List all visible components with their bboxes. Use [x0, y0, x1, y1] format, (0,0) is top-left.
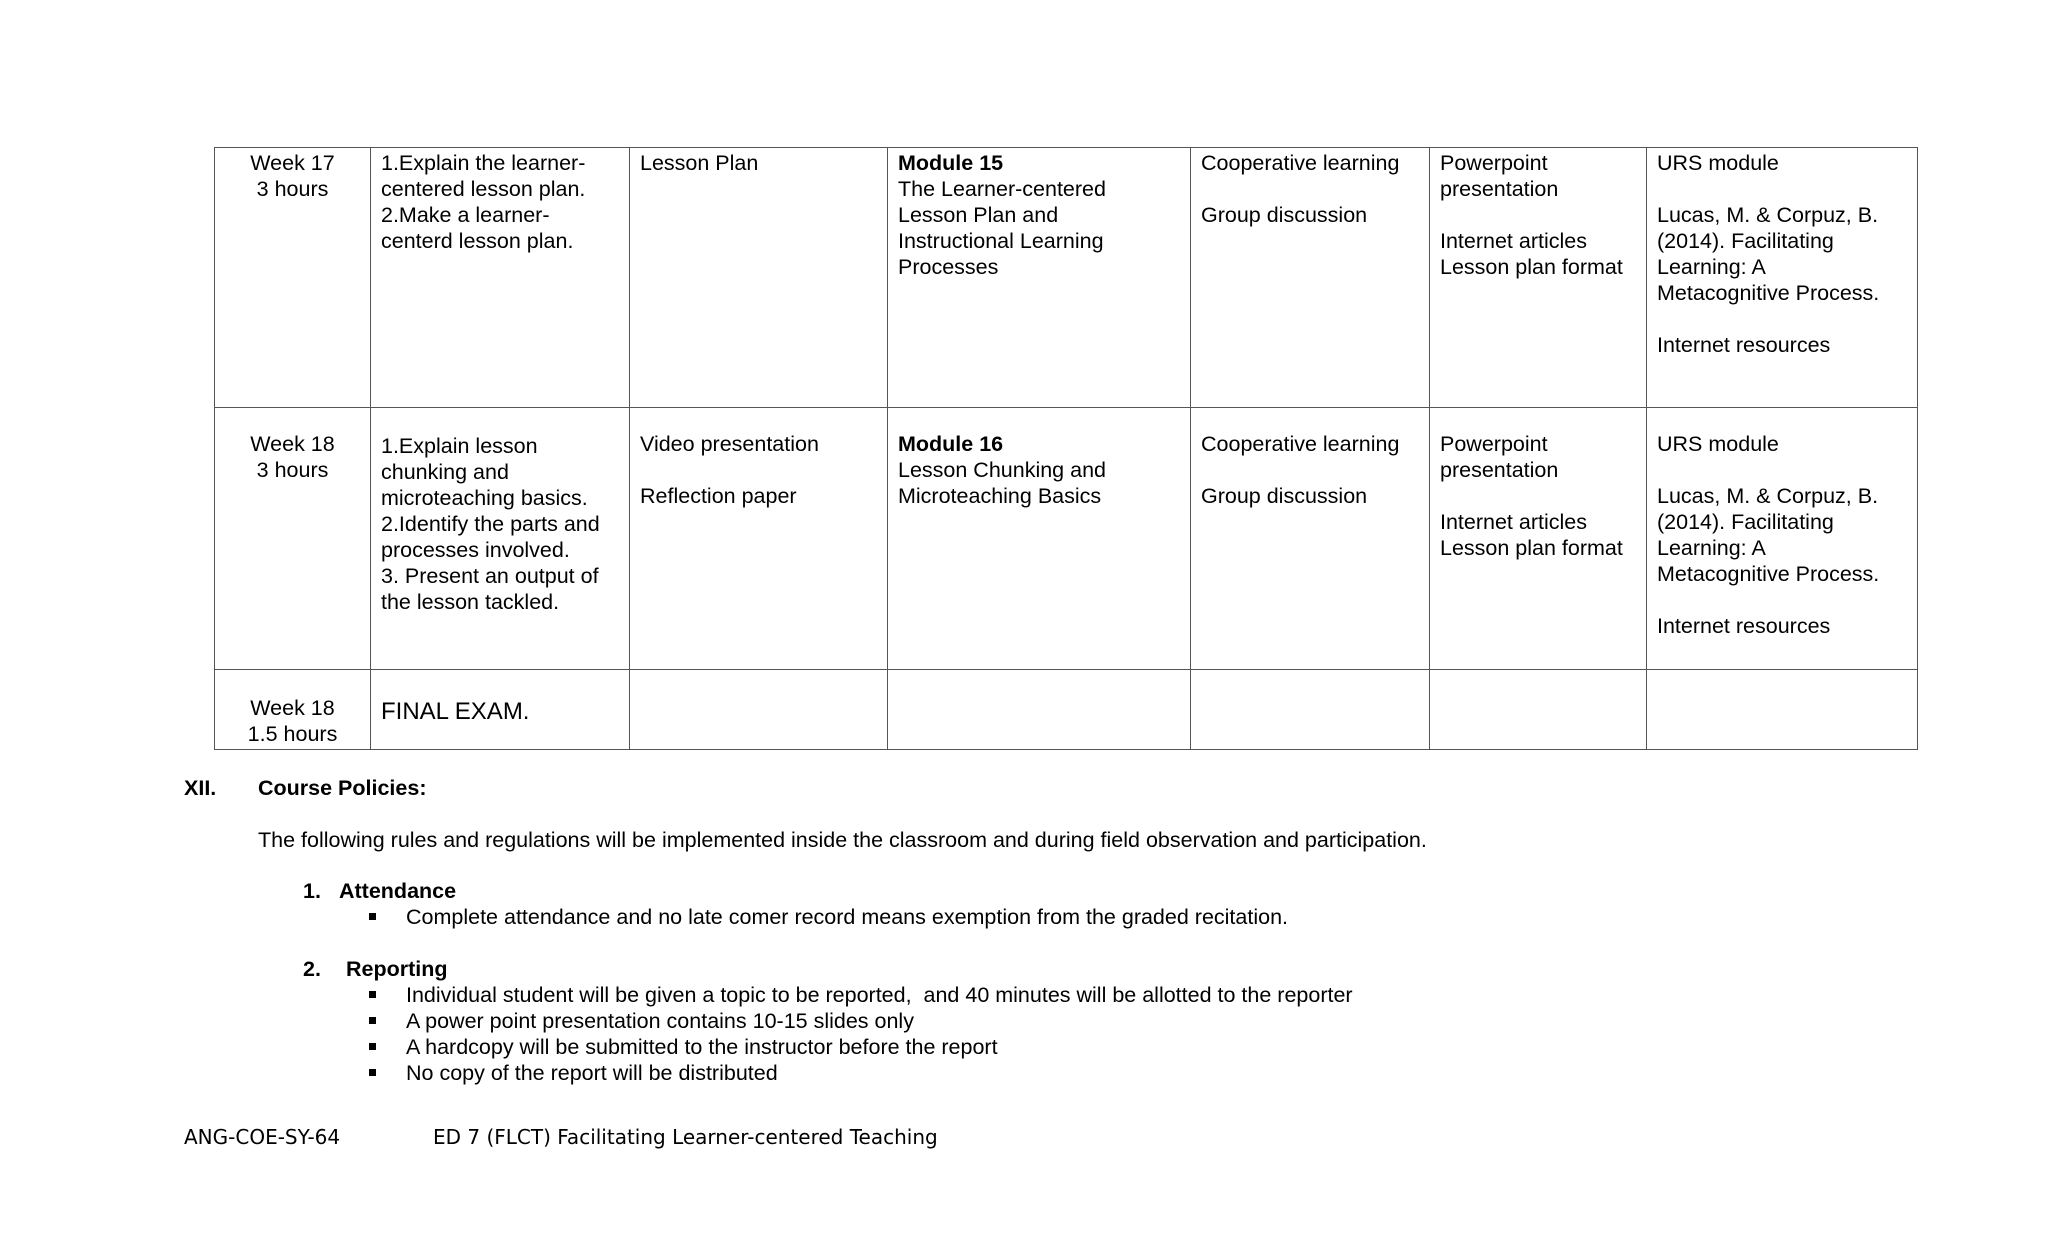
- week-cell: [215, 148, 371, 408]
- policy-heading: [303, 956, 1353, 982]
- activities-cell: [1191, 148, 1430, 408]
- activities-cell: [1191, 408, 1430, 670]
- policy-number: 2.: [303, 957, 321, 981]
- policy-reporting: [303, 956, 1353, 1086]
- policy-number: 1.: [303, 879, 321, 903]
- week-cell: [215, 670, 371, 750]
- course-outline-table: [214, 147, 1918, 750]
- footer-course-title: ED 7 (FLCT) Facilitating Learner-centered Teaching: [433, 1125, 938, 1149]
- empty-cell: [888, 670, 1191, 750]
- bullet-icon: [369, 1017, 376, 1024]
- assessment-cell: [630, 148, 888, 408]
- policy-heading: [303, 878, 1288, 904]
- activity-item: Cooperative learning: [1201, 432, 1400, 456]
- list-item-text: Individual student will be given a topic to be reported, and 40 minutes will be allotted to the reporter: [406, 983, 1353, 1007]
- footer-document-code: ANG-COE-SY-64: [184, 1125, 341, 1149]
- assessment-item: Video presentation: [640, 432, 819, 456]
- list-item: [369, 904, 1288, 930]
- list-item: [369, 982, 1353, 1008]
- list-item-text: A hardcopy will be submitted to the instructor before the report: [406, 1035, 998, 1059]
- resource-item: Powerpoint presentation: [1440, 151, 1559, 201]
- outcomes-cell: [371, 148, 630, 408]
- section-title: Course Policies:: [258, 776, 427, 800]
- table-row: [215, 408, 1918, 670]
- empty-cell: [630, 670, 888, 750]
- reference-item: Lucas, M. & Corpuz, B. (2014). Facilitating Learning: A Metacognitive Process.: [1657, 484, 1880, 586]
- week-label: Week 18: [250, 432, 335, 456]
- empty-cell: [1430, 670, 1647, 750]
- module-title: Module 15: [898, 151, 1004, 175]
- assessment-cell: [630, 408, 888, 670]
- activity-item: Cooperative learning: [1201, 151, 1400, 175]
- resource-item: Internet articles Lesson plan format: [1440, 229, 1623, 279]
- week-cell: [215, 408, 371, 670]
- week-label: Week 17: [250, 151, 335, 175]
- module-cell: [888, 148, 1191, 408]
- policy-attendance: [303, 878, 1288, 930]
- table-row: [215, 148, 1918, 408]
- week-label: Week 18: [250, 696, 335, 720]
- list-item-text: Complete attendance and no late comer record means exemption from the graded recitation.: [406, 905, 1288, 929]
- references-cell: [1647, 148, 1918, 408]
- module-title: Module 16: [898, 432, 1004, 456]
- resource-item: Internet articles Lesson plan format: [1440, 510, 1623, 560]
- bullet-icon: [369, 1043, 376, 1050]
- activity-item: Group discussion: [1201, 484, 1368, 508]
- learning-outcomes: 1.Explain the learner- centered lesson plan. 2.Make a learner- centerd lesson plan.: [381, 151, 586, 253]
- list-item: [369, 1008, 1353, 1034]
- resource-item: Powerpoint presentation: [1440, 432, 1559, 482]
- resources-cell: [1430, 148, 1647, 408]
- policy-items: [303, 982, 1353, 1086]
- final-exam-label: FINAL EXAM.: [381, 698, 530, 725]
- list-item: [369, 1034, 1353, 1060]
- bullet-icon: [369, 991, 376, 998]
- resources-cell: [1430, 408, 1647, 670]
- empty-cell: [1647, 670, 1918, 750]
- reference-item: Internet resources: [1657, 333, 1831, 357]
- reference-item: Lucas, M. & Corpuz, B. (2014). Facilitating Learning: A Metacognitive Process.: [1657, 203, 1880, 305]
- assessment-item: Reflection paper: [640, 484, 797, 508]
- policy-title: Reporting: [346, 957, 448, 981]
- outcomes-cell: [371, 670, 630, 750]
- bullet-icon: [369, 1069, 376, 1076]
- reference-item: URS module: [1657, 432, 1779, 456]
- module-cell: [888, 408, 1191, 670]
- section-intro: The following rules and regulations will be implemented inside the classroom and during field observation and participation.: [258, 828, 1427, 852]
- list-item: [369, 1060, 1353, 1086]
- list-item-text: No copy of the report will be distributed: [406, 1061, 778, 1085]
- assessment-item: Lesson Plan: [640, 151, 759, 175]
- reference-item: Internet resources: [1657, 614, 1831, 638]
- empty-cell: [1191, 670, 1430, 750]
- hours-label: 3 hours: [256, 458, 329, 482]
- reference-item: URS module: [1657, 151, 1779, 175]
- activity-item: Group discussion: [1201, 203, 1368, 227]
- bullet-icon: [369, 913, 376, 920]
- references-cell: [1647, 408, 1918, 670]
- section-number: XII.: [184, 776, 217, 800]
- hours-label: 1.5 hours: [247, 722, 338, 746]
- outcomes-cell: [371, 408, 630, 670]
- policy-title: Attendance: [339, 879, 457, 903]
- hours-label: 3 hours: [256, 177, 329, 201]
- list-item-text: A power point presentation contains 10-15 slides only: [406, 1009, 914, 1033]
- module-description: The Learner-centered Lesson Plan and Instructional Learning Processes: [898, 177, 1106, 279]
- module-description: Lesson Chunking and Microteaching Basics: [898, 458, 1106, 508]
- table-row: [215, 670, 1918, 750]
- policy-items: [303, 904, 1288, 930]
- learning-outcomes: 1.Explain lesson chunking and microteaching basics. 2.Identify the parts and processes involved. 3. Present an output of the lesson tackled.: [381, 434, 600, 614]
